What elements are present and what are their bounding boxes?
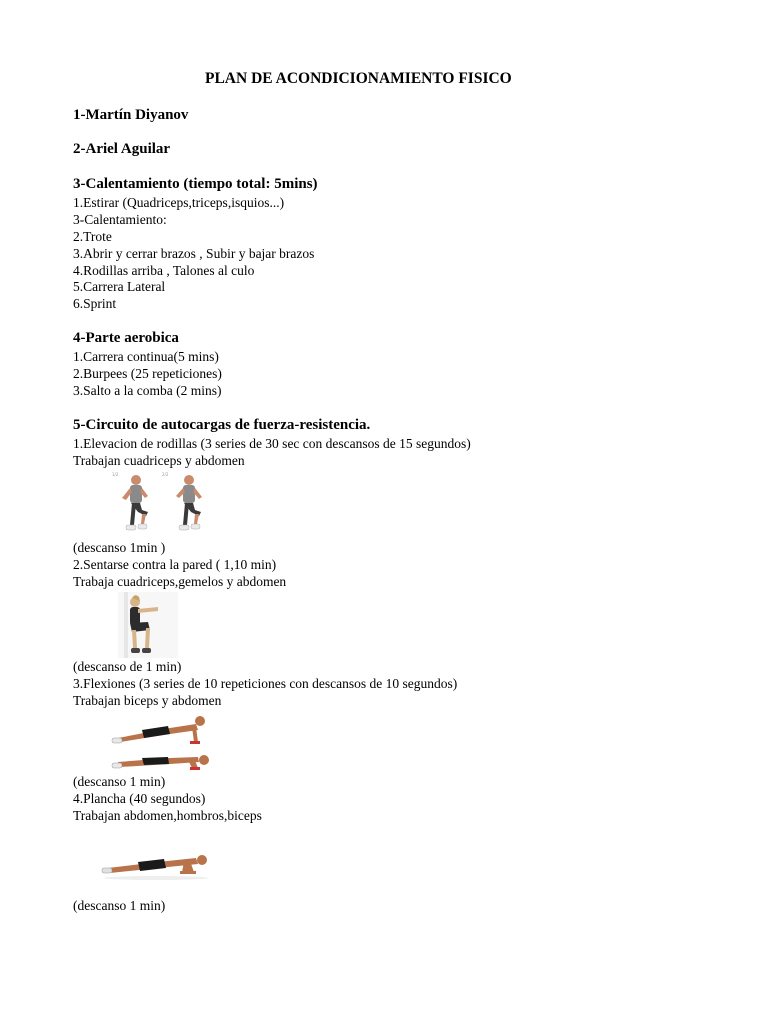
wall-sit-image	[118, 592, 178, 658]
exercise-2-line: 2.Sentarse contra la pared ( 1,10 min)	[73, 557, 277, 572]
exercise-4-muscles: Trabajan abdomen,hombros,biceps	[73, 808, 262, 823]
section-3-item: 4.Rodillas arriba , Talones al culo	[73, 263, 255, 278]
svg-text:1/2: 1/2	[112, 472, 119, 477]
member-1: 1-Martín Diyanov	[73, 107, 189, 123]
section-3-item: 5.Carrera Lateral	[73, 279, 166, 294]
exercise-4-line: 4.Plancha (40 segundos)	[73, 791, 206, 806]
exercise-4-rest: (descanso 1 min)	[73, 898, 166, 913]
svg-text:2/2: 2/2	[162, 472, 169, 477]
exercise-3-rest: (descanso 1 min)	[73, 774, 166, 789]
push-up-image	[108, 712, 214, 772]
section-3-item: 3.Abrir y cerrar brazos , Subir y bajar brazos	[73, 246, 315, 261]
exercise-3-line: 3.Flexiones (3 series de 10 repeticiones con descansos de 10 segundos)	[73, 676, 458, 691]
exercise-1-muscles: Trabajan cuadriceps y abdomen	[73, 453, 245, 468]
section-3-item: 6.Sprint	[73, 296, 117, 311]
section-3-heading: 3-Calentamiento (tiempo total: 5mins)	[73, 176, 318, 192]
member-2: 2-Ariel Aguilar	[73, 141, 171, 157]
exercise-3-muscles: Trabajan biceps y abdomen	[73, 693, 222, 708]
section-4-item: 2.Burpees (25 repeticiones)	[73, 366, 222, 381]
section-4-item: 3.Salto a la comba (2 mins)	[73, 383, 222, 398]
section-4-heading: 4-Parte aerobica	[73, 330, 179, 346]
section-3-item: 1.Estirar (Quadriceps,triceps,isquios...)	[73, 195, 285, 210]
section-3-item: 3-Calentamiento:	[73, 212, 167, 227]
exercise-2-muscles: Trabaja cuadriceps,gemelos y abdomen	[73, 574, 287, 589]
section-5-heading: 5-Circuito de autocargas de fuerza-resistencia.	[73, 417, 371, 433]
section-4-item: 1.Carrera continua(5 mins)	[73, 349, 219, 364]
document-title: PLAN DE ACONDICIONAMIENTO FISICO	[205, 70, 512, 87]
exercise-1-rest: (descanso 1min )	[73, 540, 166, 555]
section-3-item: 2.Trote	[73, 229, 112, 244]
exercise-1-line: 1.Elevacion de rodillas (3 series de 30 sec con descansos de 15 segundos)	[73, 436, 471, 451]
exercise-2-rest: (descanso de 1 min)	[73, 659, 182, 674]
high-knees-image	[110, 470, 218, 540]
plank-image	[98, 840, 214, 884]
